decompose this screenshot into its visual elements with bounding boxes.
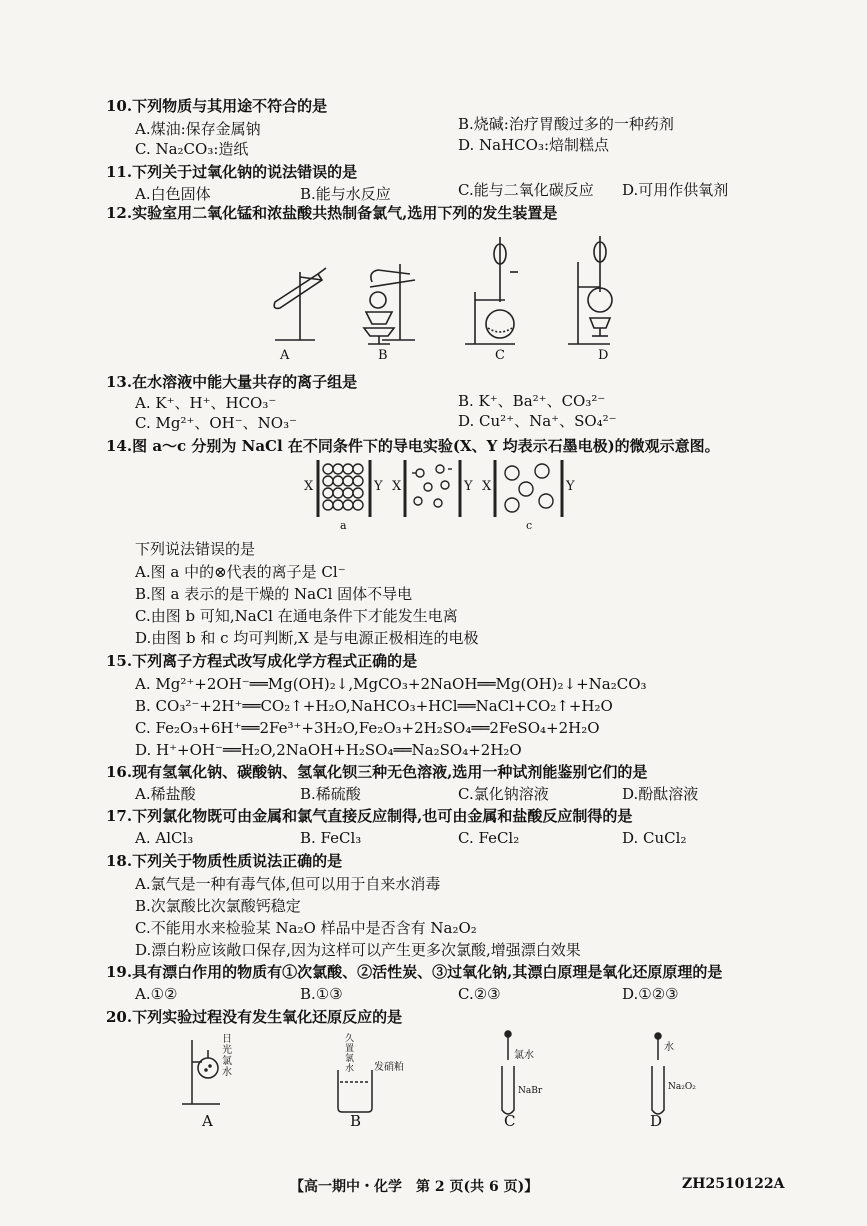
q20-fig-c-top: 氯水 (514, 1050, 534, 1061)
page-footer: 【高一期中・化学 第 2 页(共 6 页)】 (290, 1179, 539, 1195)
q20-fig-c-bottom: NaBr (518, 1086, 543, 1096)
q15-option-d: D. H⁺+OH⁻══H₂O,2NaOH+H₂SO₄══Na₂SO₄+2H₂O (135, 741, 522, 759)
q20-label-c: C (504, 1112, 516, 1130)
q16-stem: 16.现有氢氧化钠、碳酸钠、氢氧化钡三种无色溶液,选用一种试剂能鉴别它们的是 (106, 763, 648, 781)
q12-apparatus-figure (260, 232, 630, 362)
q17-option-c: C. FeCl₂ (458, 829, 520, 847)
q14-fig-c-y: Y (566, 479, 575, 494)
q19-option-d: D.①②③ (622, 985, 679, 1003)
q15-stem: 15.下列离子方程式改写成化学方程式正确的是 (106, 652, 418, 670)
q20-fig-d-top: 水 (664, 1042, 674, 1053)
apparatus-d (568, 236, 612, 344)
q19-option-b: B.①③ (300, 985, 343, 1003)
q19-option-a: A.①② (135, 985, 178, 1003)
q17-option-d: D. CuCl₂ (622, 829, 687, 847)
q14-fig-a-y: Y (374, 479, 383, 494)
experiment-a (182, 1040, 220, 1104)
q12-label-c: C (495, 348, 505, 363)
q13-option-b: B. K⁺、Ba²⁺、CO₃²⁻ (458, 392, 606, 410)
q14-option-d: D.由图 b 和 c 均可判断,X 是与电源正极相连的电极 (135, 629, 479, 647)
q10-option-c: C. Na₂CO₃:造纸 (135, 140, 249, 158)
q15-option-b: B. CO₃²⁻+2H⁺══CO₂↑+H₂O,NaHCO₃+HCl══NaCl+CO₂↑+H₂O (135, 697, 613, 715)
q15-option-c: C. Fe₂O₃+6H⁺══2Fe³⁺+3H₂O,Fe₂O₃+2H₂SO₄══2FeSO₄+2H₂O (135, 719, 600, 737)
q10-option-b: B.烧碱:治疗胃酸过多的一种药剂 (458, 115, 674, 133)
q16-option-a: A.稀盐酸 (135, 785, 196, 803)
q20-experiment-figure (170, 1030, 696, 1130)
q14-fig-b-x: X (392, 479, 402, 494)
q15-option-a: A. Mg²⁺+2OH⁻══Mg(OH)₂↓,MgCO₃+2NaOH══Mg(OH)₂↓+Na₂CO₃ (135, 675, 647, 693)
exam-code: ZH2510122A (682, 1176, 785, 1192)
experiment-d (652, 1033, 664, 1114)
q20-label-b: B (350, 1112, 362, 1130)
q19-option-c: C.②③ (458, 985, 501, 1003)
q12-label-a: A (280, 348, 290, 363)
q18-stem: 18.下列关于物质性质说法正确的是 (106, 852, 343, 870)
q20-label-d: D (650, 1112, 663, 1130)
q11-stem: 11.下列关于过氧化钠的说法错误的是 (106, 163, 358, 181)
q17-stem: 17.下列氯化物既可由金属和氯气直接反应制得,也可由金属和盐酸反应制得的是 (106, 807, 633, 825)
figure-c-hydrated-ions (495, 460, 562, 517)
q12-label-b: B (378, 348, 388, 363)
q10-stem: 10.下列物质与其用途不符合的是 (106, 97, 328, 115)
q17-option-a: A. AlCl₃ (135, 829, 194, 847)
q13-option-c: C. Mg²⁺、OH⁻、NO₃⁻ (135, 414, 298, 432)
q14-option-c: C.由图 b 可知,NaCl 在通电条件下才能发生电离 (135, 607, 458, 625)
q20-fig-b-text: 久 置 氯 水 (345, 1034, 355, 1074)
q20-label-a: A (202, 1112, 213, 1130)
q18-option-a: A.氯气是一种有毒气体,但可以用于自来水消毒 (135, 875, 441, 893)
q20-fig-a-text: 日 光 氯 水 (222, 1034, 232, 1078)
q18-option-c: C.不能用水来检验某 Na₂O 样品中是否含有 Na₂O₂ (135, 919, 477, 937)
experiment-c (502, 1031, 514, 1114)
experiment-b (338, 1070, 372, 1112)
q14-stem: 14.图 a～c 分别为 NaCl 在不同条件下的导电实验(X、Y 均表示石墨电极)的微观示意图。 (106, 437, 720, 455)
q20-fig-b-side: 发硝粕 (374, 1062, 404, 1073)
q19-stem: 19.具有漂白作用的物质有①次氯酸、②活性炭、③过氧化钠,其漂白原理是氧化还原原理的是 (106, 963, 723, 981)
q14-electrolysis-figure (300, 455, 580, 535)
q14-fig-a-x: X (304, 479, 314, 494)
q14-fig-label-c: c (526, 519, 533, 532)
q13-option-a: A. K⁺、H⁺、HCO₃⁻ (135, 394, 277, 412)
q12-stem: 12.实验室用二氧化锰和浓盐酸共热制备氯气,选用下列的发生装置是 (106, 204, 558, 222)
q14-fig-label-a: a (340, 519, 347, 532)
q16-option-d: D.酚酞溶液 (622, 785, 699, 803)
q16-option-c: C.氯化钠溶液 (458, 785, 549, 803)
q18-option-d: D.漂白粉应该敞口保存,因为这样可以产生更多次氯酸,增强漂白效果 (135, 941, 581, 959)
apparatus-c (465, 237, 518, 344)
apparatus-a (274, 268, 326, 340)
q14-fig-c-x: X (482, 479, 492, 494)
q14-option-a: A.图 a 中的⊗代表的离子是 Cl⁻ (135, 563, 346, 581)
q18-option-b: B.次氯酸比次氯酸钙稳定 (135, 897, 301, 915)
q11-option-d: D.可用作供氧剂 (622, 181, 729, 199)
q10-option-a: A.煤油:保存金属钠 (135, 120, 261, 138)
q11-option-c: C.能与二氧化碳反应 (458, 181, 594, 199)
figure-b-ions (405, 460, 460, 517)
q20-stem: 20.下列实验过程没有发生氧化还原反应的是 (106, 1008, 403, 1026)
q10-option-d: D. NaHCO₃:焙制糕点 (458, 136, 610, 154)
q11-option-a: A.白色固体 (135, 185, 211, 203)
q13-option-d: D. Cu²⁺、Na⁺、SO₄²⁻ (458, 412, 617, 430)
q14-fig-b-y: Y (464, 479, 473, 494)
q11-option-b: B.能与水反应 (300, 185, 391, 203)
q14-option-b: B.图 a 表示的是干燥的 NaCl 固体不导电 (135, 585, 413, 603)
q16-option-b: B.稀硫酸 (300, 785, 361, 803)
figure-a-lattice (318, 460, 370, 517)
apparatus-b (364, 264, 415, 344)
q12-label-d: D (598, 348, 609, 363)
q20-fig-d-bottom: Na₂O₂ (668, 1082, 696, 1092)
q13-stem: 13.在水溶液中能大量共存的离子组是 (106, 373, 358, 391)
q14-sub-stem: 下列说法错误的是 (135, 540, 256, 558)
q17-option-b: B. FeCl₃ (300, 829, 362, 847)
